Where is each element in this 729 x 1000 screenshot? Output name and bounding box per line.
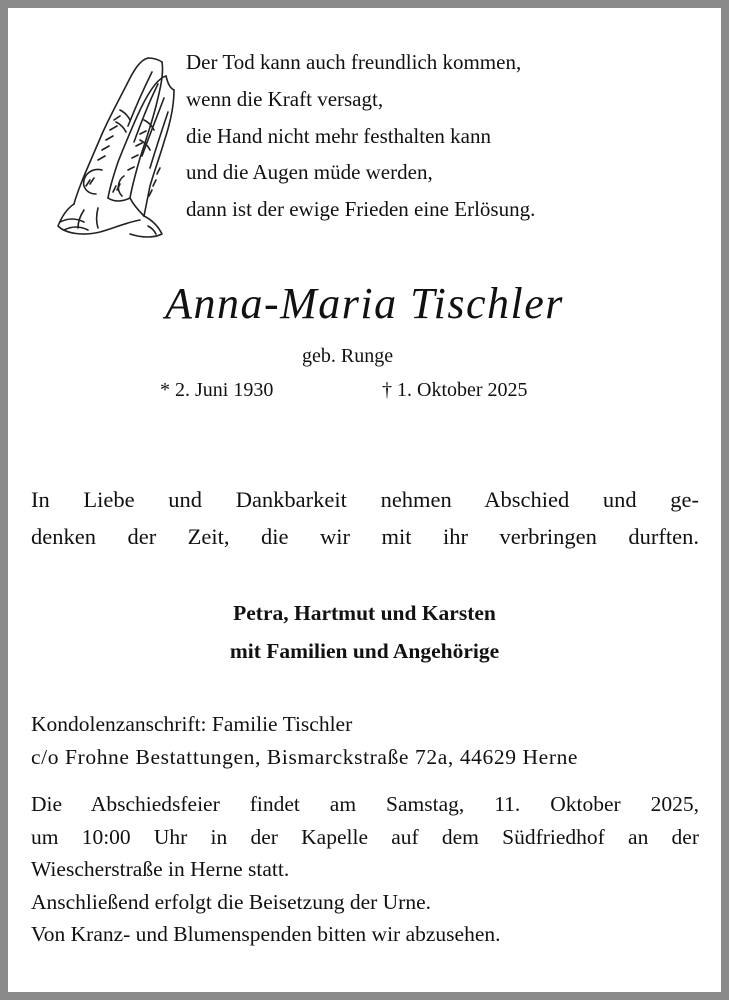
family-line: Petra, Hartmut und Karsten [233, 601, 496, 625]
poem-line: die Hand nicht mehr festhalten kann [186, 123, 491, 148]
death-date: † 1. Oktober 2025 [382, 379, 528, 401]
family-line: mit Familien und Angehörige [229, 639, 500, 663]
ceremony-line: Von Kranz- und Blumenspenden bitten wir abzusehen. [31, 922, 501, 946]
ceremony-line: um 10:00 Uhr in der Kapelle auf dem Südfriedhof an der [31, 824, 699, 849]
ceremony-line: Wiescherstraße in Herne statt. [31, 857, 290, 881]
thanks-line: In Liebe und Dankbarkeit nehmen Abschied und ge- [31, 487, 699, 512]
address-line: c/o Frohne Bestattungen, Bismarckstraße 72a, 44629 Herne [31, 745, 579, 769]
poem-line: und die Augen müde werden, [186, 160, 433, 185]
thanks-line: denken der Zeit, die wir mit ihr verbringen durften. [31, 524, 699, 549]
poem [186, 44, 706, 228]
ceremony-info [31, 788, 699, 951]
deceased-name: Anna-Maria Tischler [165, 279, 564, 328]
condolence-address [31, 708, 711, 774]
thanks-text [31, 481, 699, 555]
poem-line: Der Tod kann auch freundlich kommen, [186, 50, 522, 74]
family-signature [0, 594, 729, 670]
praying-hands-icon [44, 50, 189, 240]
address-line: Kondolenzanschrift: Familie Tischler [31, 712, 353, 736]
poem-line: wenn die Kraft versagt, [186, 86, 384, 111]
ceremony-line: Die Abschiedsfeier findet am Samstag, 11. Oktober 2025, [31, 792, 699, 816]
poem-line: dann ist der ewige Frieden eine Erlösung. [186, 197, 536, 222]
ceremony-line: Anschließend erfolgt die Beisetzung der Urne. [31, 889, 432, 914]
maiden-name: geb. Runge [302, 345, 394, 367]
birth-date: * 2. Juni 1930 [160, 379, 274, 401]
